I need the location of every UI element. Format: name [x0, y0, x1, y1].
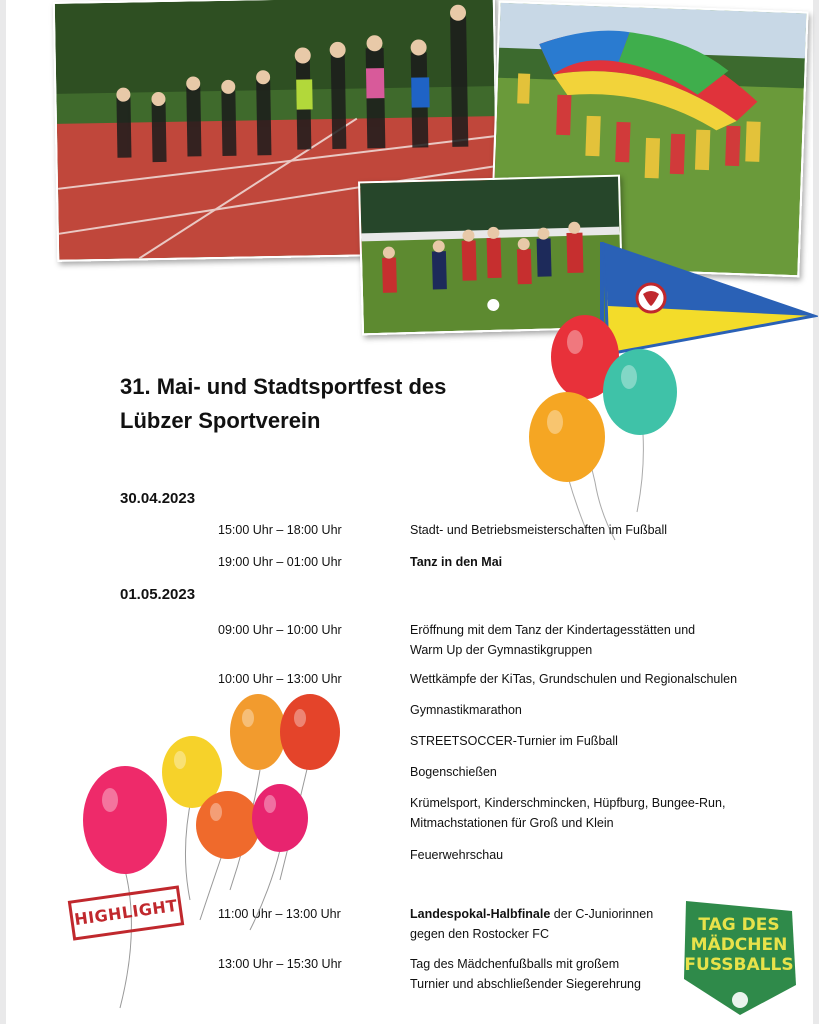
page-edge-left [0, 0, 6, 1024]
event-description: Stadt- und Betriebsmeisterschaften im Fußball [410, 523, 668, 537]
event-description: Bogenschießen [410, 765, 497, 779]
balloons-top-icon [525, 312, 695, 542]
event-description: Gymnastikmarathon [410, 703, 522, 717]
badge-text: TAG DES MÄDCHEN FUSSBALLS [684, 915, 794, 975]
event-description: Landespokal-Halbfinale der C-Juniorinnen gegen den Rostocker FC [410, 907, 654, 941]
date-day-1: 30.04.2023 [120, 490, 196, 507]
title-line-1: 31. Mai- und Stadtsportfest des [120, 374, 447, 399]
event-description: Tanz in den Mai [410, 555, 503, 569]
event-description: Wettkämpfe der KiTas, Grundschulen und Regionalschulen [410, 672, 738, 686]
event-description: Krümelsport, Kinderschmincken, Hüpfburg, Bungee-Run, Mitmachstationen für Groß und Klein [410, 796, 726, 830]
event-time: 15:00 Uhr – 18:00 Uhr [218, 523, 342, 537]
maedchenfussball-badge [678, 897, 800, 1017]
event-time: 11:00 Uhr – 13:00 Uhr [218, 907, 341, 921]
event-time: 09:00 Uhr – 10:00 Uhr [218, 623, 342, 637]
event-time: 13:00 Uhr – 15:30 Uhr [218, 957, 342, 971]
event-time: 19:00 Uhr – 01:00 Uhr [218, 555, 342, 569]
date-day-2: 01.05.2023 [120, 586, 196, 603]
event-time: 10:00 Uhr – 13:00 Uhr [218, 672, 342, 686]
event-description: STREETSOCCER-Turnier im Fußball [410, 734, 618, 748]
event-description: Tag des Mädchenfußballs mit großem Turnier und abschließender Siegerehrung [410, 957, 641, 991]
event-description: Eröffnung mit dem Tanz der Kindertagesstätten und Warm Up der Gymnastikgruppen [410, 623, 696, 657]
balloons-bottom-icon [80, 690, 350, 1010]
title-line-2: Lübzer Sportverein [120, 408, 321, 433]
page-edge-right [813, 0, 819, 1024]
highlight-stamp: HIGHLIGHT [68, 885, 184, 940]
event-description: Feuerwehrschau [410, 848, 504, 862]
event-title [120, 370, 446, 438]
